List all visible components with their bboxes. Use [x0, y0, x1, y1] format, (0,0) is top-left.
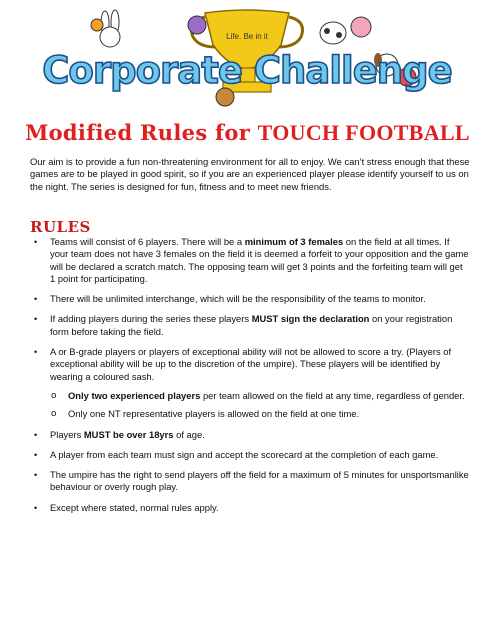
bullet-icon: • — [34, 429, 38, 440]
list-item: • A or B-grade players or players of exceptional ability will not be allowed to score a try. (Players of exceptional ability will be up to the discretion of the umpire). These players will be identified by wearing a coloured sash. o Only two experienced players per team allowed on the field at any time, regardless of gender. o Only one NT representative players is allowed on the field at one time. — [30, 346, 470, 420]
rules-list — [30, 236, 470, 522]
sub-list — [50, 390, 470, 421]
cartoon-hippo-icon — [188, 16, 206, 34]
page-heading — [0, 120, 495, 146]
list-item: • A player from each team must sign and accept the scorecard at the completion of each game. — [34, 448, 439, 460]
intro-paragraph: Our aim is to provide a fun non-threatening environment for all to enjoy. We can’t stress enough that these games are to be played in good spirit, so if you are an experienced player please identify yourself to us on the night. The series is designed for fun, fitness and to meet new friends. — [30, 156, 470, 192]
sub-list-item: o Only one NT representative players is allowed on the field at one time. — [51, 408, 360, 420]
heading-part1: Modified Rules for — [25, 120, 258, 145]
corporate-challenge-logo — [42, 5, 452, 110]
list-item: • Except where stated, normal rules apply. — [34, 501, 219, 513]
logo-title: Corporate Challenge — [42, 49, 452, 92]
circle-bullet-icon: o — [51, 390, 57, 401]
bullet-icon: • — [34, 294, 38, 305]
list-item: • There will be unlimited interchange, which will be the responsibility of the teams to monitor. — [34, 293, 426, 305]
list-item: • The umpire has the right to send players off the field for a maximum of 5 minutes for unsportsmanlike behaviour or overly rough play. — [34, 469, 469, 493]
list-item: • Teams will consist of 6 players. There will be a minimum of 3 females on the field at all times. If your team does not have 3 females on the field it is deemed a forfeit to your opposition and the game will be declared a scratch match. The opposing team will get 3 points and the forfeiting team will get 1 point for participating. — [34, 236, 469, 284]
bullet-icon: • — [34, 502, 38, 513]
list-item: • If adding players during the series these players MUST sign the declaration on your registration form before taking the field. — [34, 313, 453, 337]
bullet-icon: • — [34, 449, 38, 460]
circle-bullet-icon: o — [51, 409, 57, 420]
cartoon-rabbit-icon — [91, 10, 120, 47]
list-item: • Players MUST be over 18yrs of age. — [34, 428, 205, 440]
heading-part2: TOUCH FOOTBALL — [257, 120, 470, 145]
svg-text:Life. Be in it: Life. Be in it — [226, 32, 268, 41]
bullet-icon: • — [34, 237, 38, 247]
bullet-icon: • — [34, 314, 38, 325]
rules-heading: RULES — [30, 218, 91, 236]
sub-list-item: o Only two experienced players per team allowed on the field at any time, regardless of gender. — [51, 389, 465, 401]
cartoon-cow-icon — [320, 22, 346, 44]
cartoon-pig-icon — [351, 17, 371, 37]
bullet-icon: • — [34, 347, 38, 358]
bullet-icon: • — [34, 470, 38, 481]
